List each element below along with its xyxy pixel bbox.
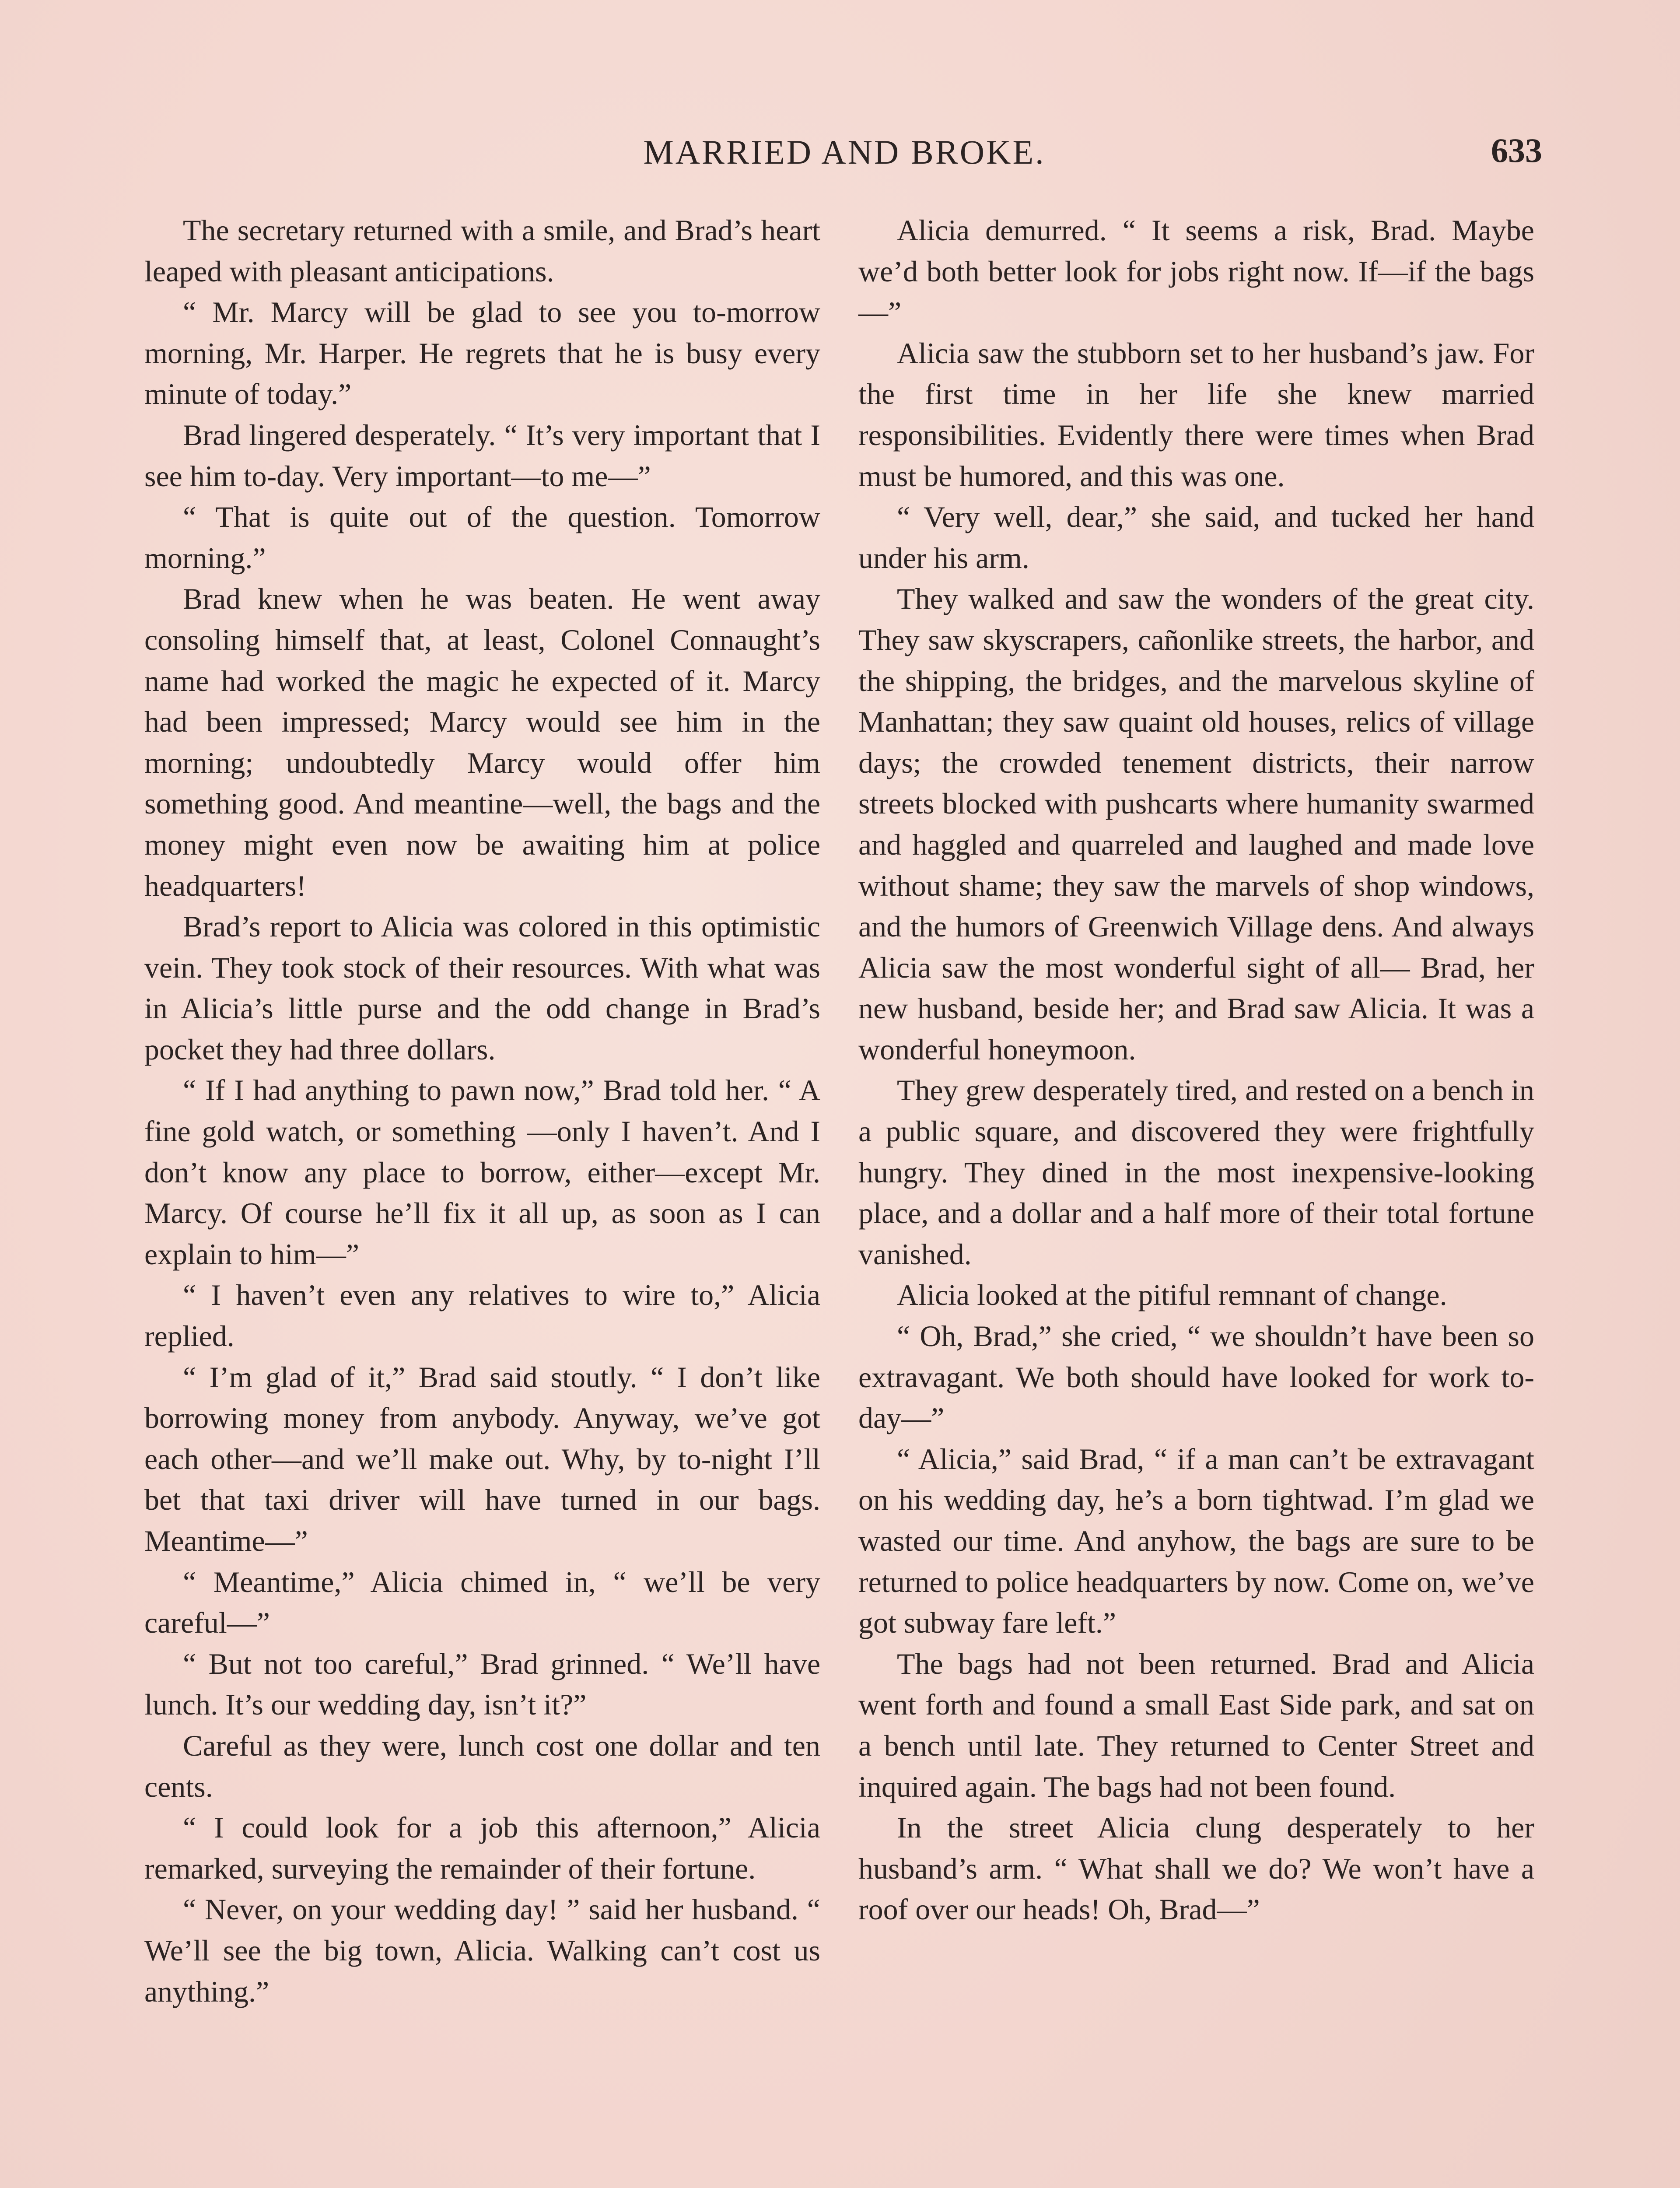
paragraph: “ If I had anything to pawn now,” Brad told her. “ A fine gold watch, or something —only I haven’t. And I don’t know any place to borrow, either—except Mr. Marcy. Of course he’ll fix it all up, as soon as I can explain to him—” — [144, 1073, 820, 1271]
paragraph: “ I haven’t even any relatives to wire to,” Alicia replied. — [144, 1278, 820, 1353]
paragraph: Alicia looked at the pitiful remnant of change. — [897, 1278, 1447, 1312]
paragraph: “ Oh, Brad,” she cried, “ we shouldn’t have been so extravagant. We both should have looked for work to-day—” — [858, 1319, 1534, 1435]
paragraph: Brad lingered desperately. “ It’s very important that I see him to-day. Very important—to me—” — [144, 418, 820, 493]
paragraph: Brad’s report to Alicia was colored in this optimistic vein. They took stock of their resources. With what was in Alicia’s little purse and the odd change in Brad’s pocket they had three dollars. — [144, 910, 820, 1066]
paragraph: The bags had not been returned. Brad and Alicia went forth and found a small East Side park, and sat on a bench until late. They returned to Center Street and inquired again. The bags had not been found. — [858, 1647, 1534, 1803]
paragraph: Alicia saw the stubborn set to her husband’s jaw. For the first time in her life she knew married responsibilities. Evidently there were times when Brad must be humored, and this was one. — [858, 336, 1534, 493]
paragraph: “ Very well, dear,” she said, and tucked her hand under his arm. — [858, 500, 1534, 575]
paragraph: “ I could look for a job this afternoon,” Alicia remarked, surveying the remainder of their fortune. — [144, 1811, 820, 1885]
running-title: MARRIED AND BROKE. — [643, 133, 1046, 171]
paragraph: Brad knew when he was beaten. He went away consoling himself that, at least, Colonel Connaught’s name had worked the magic he expected of it. Marcy had been impressed; Marcy would see him in the morning; undoubtedly Marcy would offer him something good. And meantine—well, the bags and the money might even now be awaiting him at police headquarters! — [144, 582, 820, 902]
paragraph: In the street Alicia clung desperately to her husband’s arm. “ What shall we do? We won’t have a roof over our heads! Oh, Brad—” — [858, 1811, 1534, 1926]
paragraph: They grew desperately tired, and rested on a bench in a public square, and discovered they were frightfully hungry. They dined in the most inexpensive-looking place, and a dollar and a half more of their total fortune vanished. — [858, 1073, 1534, 1271]
paragraph: “ Alicia,” said Brad, “ if a man can’t be extravagant on his wedding day, he’s a born tightwad. I’m glad we wasted our time. And anyhow, the bags are sure to be returned to police headquarters by now. Come on, we’ve got subway fare left.” — [858, 1442, 1534, 1640]
text-column-left — [144, 210, 820, 2012]
paragraph: “ Mr. Marcy will be glad to see you to-morrow morning, Mr. Harper. He regrets that he is busy every minute of today.” — [144, 295, 820, 411]
paragraph: “ Never, on your wedding day! ” said her husband. “ We’ll see the big town, Alicia. Walking can’t cost us anything.” — [144, 1893, 820, 2008]
paragraph: “ Meantime,” Alicia chimed in, “ we’ll be very careful—” — [144, 1565, 820, 1640]
paragraph: “ That is quite out of the question. Tomorrow morning.” — [144, 500, 820, 575]
page-number: 633 — [1491, 131, 1542, 169]
paragraph: “ But not too careful,” Brad grinned. “ We’ll have lunch. It’s our wedding day, isn’t it?” — [144, 1647, 820, 1722]
paragraph: The secretary returned with a smile, and Brad’s heart leaped with pleasant anticipations. — [144, 214, 820, 288]
paragraph: Alicia demurred. “ It seems a risk, Brad. Maybe we’d both better look for jobs right now. If—if the bags—” — [858, 214, 1534, 329]
running-head — [147, 129, 1542, 186]
paragraph: Careful as they were, lunch cost one dollar and ten cents. — [144, 1729, 820, 1803]
text-column-right — [858, 210, 1534, 1930]
paragraph: “ I’m glad of it,” Brad said stoutly. “ I don’t like borrowing money from anybody. Anyway, we’ve got each other—and we’ll make out. Why, by to-night I’ll bet that taxi driver will have turned in our bags. Meantime—” — [144, 1360, 820, 1557]
paragraph: They walked and saw the wonders of the great city. They saw skyscrapers, cañonlike streets, the harbor, and the shipping, the bridges, and the marvelous skyline of Manhattan; they saw quaint old houses, relics of village days; the crowded tenement districts, their narrow streets blocked with pushcarts where humanity swarmed and haggled and quarreled and laughed and made love without shame; they saw the marvels of shop windows, and the humors of Greenwich Village dens. And always Alicia saw the most wonderful sight of all— Brad, her new husband, beside her; and Brad saw Alicia. It was a wonderful honeymoon. — [858, 582, 1534, 1066]
